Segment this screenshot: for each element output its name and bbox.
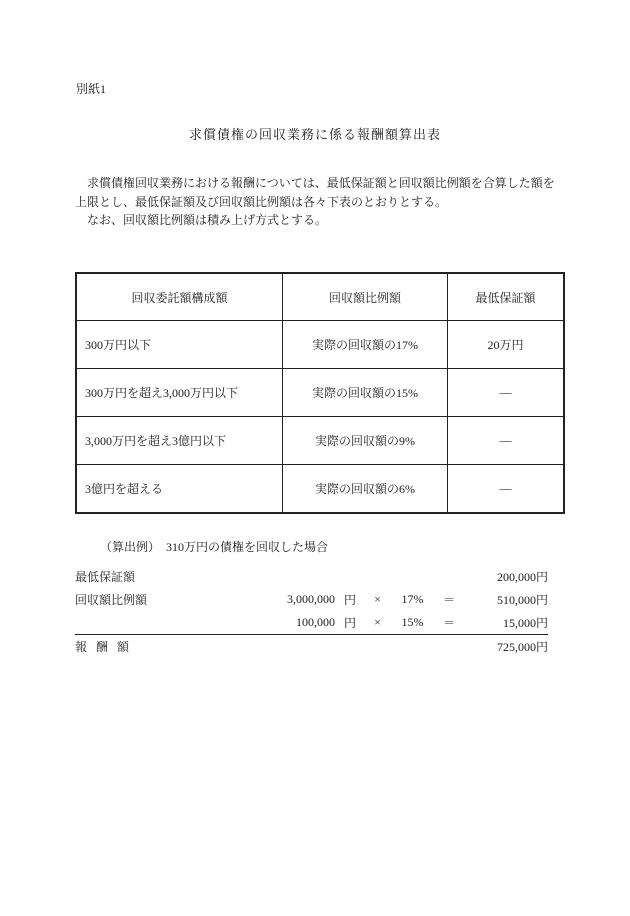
calc-times	[365, 635, 390, 659]
table-cell: ―	[448, 369, 565, 417]
calc-unit	[335, 635, 365, 659]
table-row	[76, 417, 564, 465]
calc-amount: 100,000	[296, 615, 335, 629]
attachment-label: 別紙1	[76, 82, 107, 96]
table-cell: 実際の回収額の6%	[283, 465, 448, 514]
calc-rate: 17%	[401, 592, 424, 606]
intro-paragraph	[75, 174, 560, 230]
paragraph-line-3: なお、回収額比例額は積み上げ方式とする。	[75, 213, 328, 227]
total-label: 報 酬 額	[75, 635, 250, 659]
table-header-row	[76, 273, 564, 321]
header-cell-proportional-amount: 回収額比例額	[283, 273, 448, 321]
calc-unit: 円	[343, 593, 356, 607]
calc-rate	[390, 565, 435, 588]
calc-label: 回収額比例額	[75, 593, 148, 607]
table-cell: 20万円	[448, 321, 565, 369]
calc-times: ×	[374, 592, 381, 606]
calculation-table	[75, 565, 548, 658]
header-cell-minimum-guarantee: 最低保証額	[448, 273, 565, 321]
calc-times: ×	[374, 615, 381, 629]
calc-row-minimum-guarantee	[75, 565, 548, 588]
calc-amount	[250, 565, 335, 588]
table-cell: 3億円を超える	[76, 465, 283, 514]
table-cell: 実際の回収額の17%	[283, 321, 448, 369]
calc-rate	[390, 635, 435, 659]
calc-row-total	[75, 635, 548, 659]
calc-row-proportional-1	[75, 588, 548, 611]
calc-label	[75, 611, 250, 635]
calc-amount	[250, 635, 335, 659]
table-cell: 実際の回収額の9%	[283, 417, 448, 465]
page-title: 求償債権の回収業務に係る報酬額算出表	[188, 127, 441, 142]
calc-label: 最低保証額	[75, 570, 136, 584]
calc-times	[365, 565, 390, 588]
header-cell-entrusted-amount: 回収委託額構成額	[76, 273, 283, 321]
calc-result: 510,000円	[496, 593, 548, 607]
calc-rate: 15%	[401, 615, 424, 629]
table-row	[76, 465, 564, 514]
calc-equals: ＝	[442, 593, 455, 607]
table-cell: 3,000万円を超え3億円以下	[76, 417, 283, 465]
table-cell: 実際の回収額の15%	[283, 369, 448, 417]
calc-equals: ＝	[442, 616, 455, 630]
calc-amount: 3,000,000	[287, 592, 335, 606]
paragraph-line-1: 求償債権回収業務における報酬については、最低保証額と回収額比例額を合算した額を	[75, 176, 555, 190]
calc-result: 200,000円	[496, 570, 548, 584]
table-row	[76, 369, 564, 417]
fee-table	[75, 272, 565, 514]
table-cell: 300万円を超え3,000万円以下	[76, 369, 283, 417]
paragraph-line-2: 上限とし、最低保証額及び回収額比例額は各々下表のとおりとする。	[75, 194, 448, 209]
calc-equals	[435, 635, 463, 659]
calc-result: 15,000円	[502, 616, 548, 630]
total-result: 725,000円	[463, 635, 548, 659]
example-heading: （算出例） 310万円の債権を回収した場合	[100, 540, 329, 554]
table-cell: 300万円以下	[76, 321, 283, 369]
table-cell: ―	[448, 465, 565, 514]
calc-equals	[435, 565, 463, 588]
calculation-example	[75, 538, 548, 658]
calc-unit	[335, 565, 365, 588]
calc-unit: 円	[343, 616, 356, 630]
table-cell: ―	[448, 417, 565, 465]
table-row	[76, 321, 564, 369]
calc-row-proportional-2	[75, 611, 548, 635]
